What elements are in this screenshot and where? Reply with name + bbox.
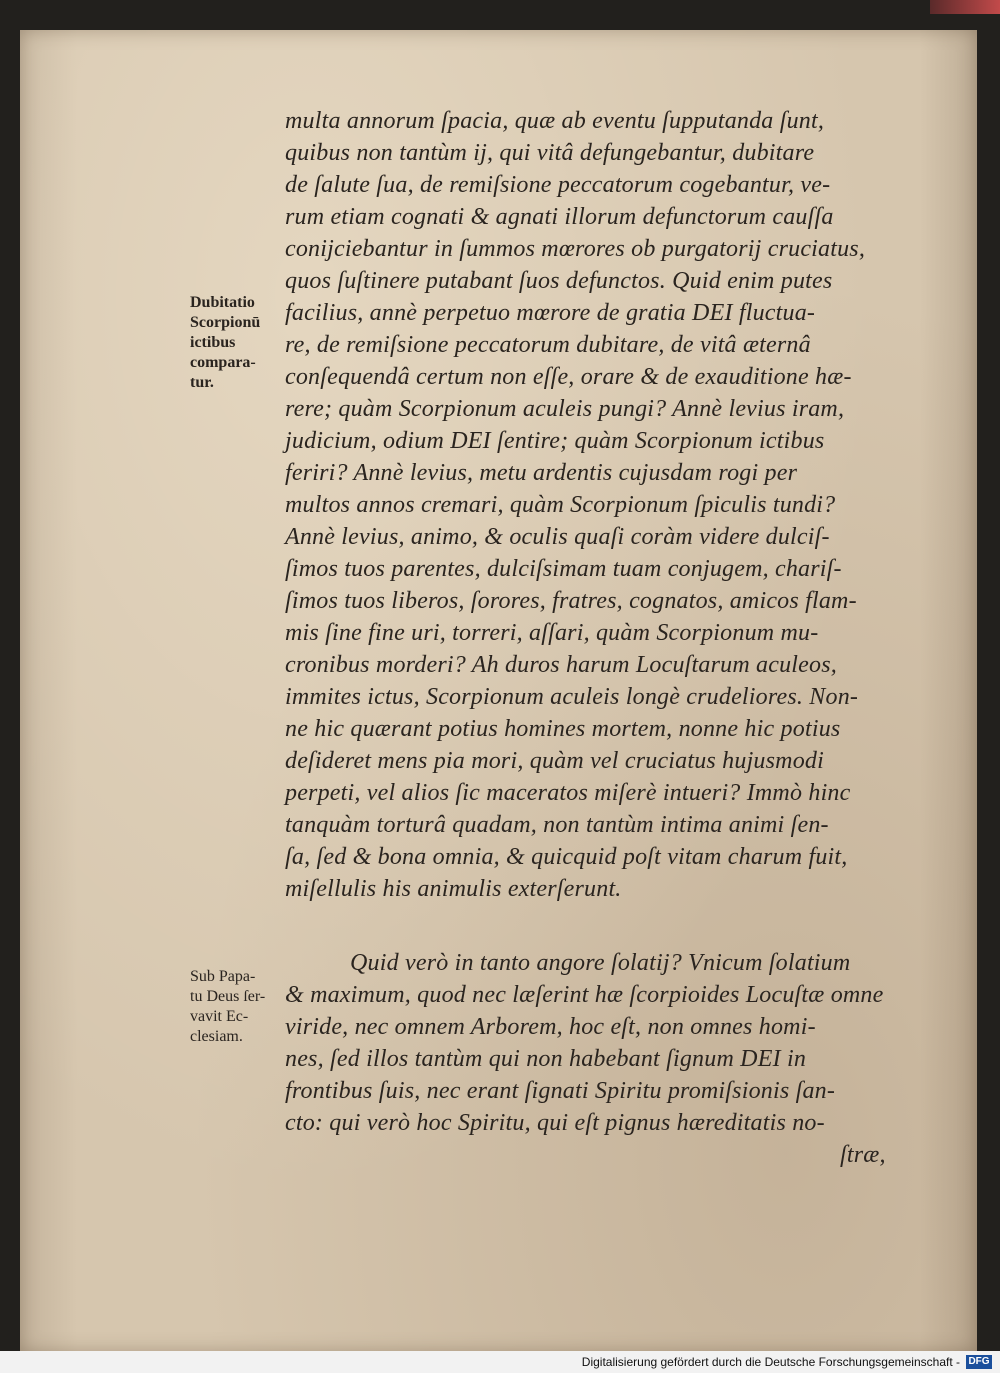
body-line: facilius, annè perpetuo mœrore de gratia DEI fluctua-	[285, 300, 816, 326]
dfg-logo-icon: DFG	[966, 1355, 992, 1369]
body-line: ſimos tuos liberos, ſorores, fratres, cognatos, amicos flam-	[285, 588, 857, 614]
margin-note-line: tu Deus ſer-	[190, 988, 266, 1005]
body-line: deſideret mens pia mori, quàm vel cruciatus hujusmodi	[285, 748, 824, 774]
body-line: ſtræ,	[840, 1142, 886, 1168]
body-line: ſa, ſed & bona omnia, & quicquid poſt vitam charum fuit,	[285, 844, 848, 870]
body-line: feriri? Annè levius, metu ardentis cujusdam rogi per	[285, 460, 798, 486]
body-line: mis ſine fine uri, torreri, aſſari, quàm Scorpionum mu-	[285, 620, 819, 646]
body-line: viride, nec omnem Arborem, hoc eſt, non omnes homi-	[285, 1014, 816, 1040]
body-line: ſimos tuos parentes, dulciſsimam tuam conjugem, chariſ-	[285, 556, 842, 582]
book-page	[20, 30, 977, 1352]
body-line: re, de remiſsione peccatorum dubitare, de vitâ æternâ	[285, 332, 811, 358]
margin-note-line: vavit Ec-	[190, 1008, 249, 1025]
scan-corner-marker	[930, 0, 1000, 14]
footer-bar	[0, 1351, 1000, 1373]
body-line: & maximum, quod nec læſerint hæ ſcorpioides Locuſtæ omne	[285, 982, 884, 1008]
margin-note-line: compara-	[190, 354, 256, 371]
body-line: conſequendâ certum non eſſe, orare & de exauditione hæ-	[285, 364, 852, 390]
body-line: multos annos cremari, quàm Scorpionum ſpiculis tundi?	[285, 492, 836, 518]
funding-credit: Digitalisierung gefördert durch die Deutsche Forschungsgemeinschaft -	[581, 1355, 960, 1369]
body-line: ne hic quærant potius homines mortem, nonne hic potius	[285, 716, 841, 742]
body-line: quibus non tantùm ij, qui vitâ defungebantur, dubitare	[285, 140, 815, 166]
body-line: Quid verò in tanto angore ſolatij? Vnicum ſolatium	[350, 950, 851, 976]
body-line: de ſalute ſua, de remiſsione peccatorum cogebantur, ve-	[285, 172, 831, 198]
body-line: conijciebantur in ſummos mœrores ob purgatorij cruciatus,	[285, 236, 866, 262]
body-line: quos ſuſtinere putabant ſuos defunctos. Quid enim putes	[285, 268, 833, 294]
body-line: perpeti, vel alios ſic maceratos miſerè intueri? Immò hinc	[285, 780, 851, 806]
body-line: multa annorum ſpacia, quæ ab eventu ſupputanda ſunt,	[285, 108, 825, 134]
body-line: miſellulis his animulis exterſerunt.	[285, 876, 622, 902]
margin-note-line: clesiam.	[190, 1028, 243, 1045]
body-line: tanquàm torturâ quadam, non tantùm intima animi ſen-	[285, 812, 829, 838]
margin-note-line: Sub Papa-	[190, 968, 256, 985]
margin-note-line: ictibus	[190, 334, 236, 351]
body-line: Annè levius, animo, & oculis quaſi coràm videre dulciſ-	[285, 524, 830, 550]
margin-note-line: tur.	[190, 374, 214, 391]
body-line: immites ictus, Scorpionum aculeis longè crudeliores. Non-	[285, 684, 859, 710]
body-line: rum etiam cognati & agnati illorum defunctorum cauſſa	[285, 204, 834, 230]
body-line: rere; quàm Scorpionum aculeis pungi? Annè levius iram,	[285, 396, 845, 422]
body-line: cronibus morderi? Ah duros harum Locuſtarum aculeos,	[285, 652, 837, 678]
body-line: nes, ſed illos tantùm qui non habebant ſignum DEI in	[285, 1046, 807, 1072]
margin-note-line: Dubitatio	[190, 294, 255, 311]
body-line: cto: qui verò hoc Spiritu, qui eſt pignus hæreditatis no-	[285, 1110, 825, 1136]
margin-note-line: Scorpionū	[190, 314, 261, 331]
body-line: judicium, odium DEI ſentire; quàm Scorpionum ictibus	[285, 428, 825, 454]
body-line: frontibus ſuis, nec erant ſignati Spiritu promiſsionis ſan-	[285, 1078, 836, 1104]
